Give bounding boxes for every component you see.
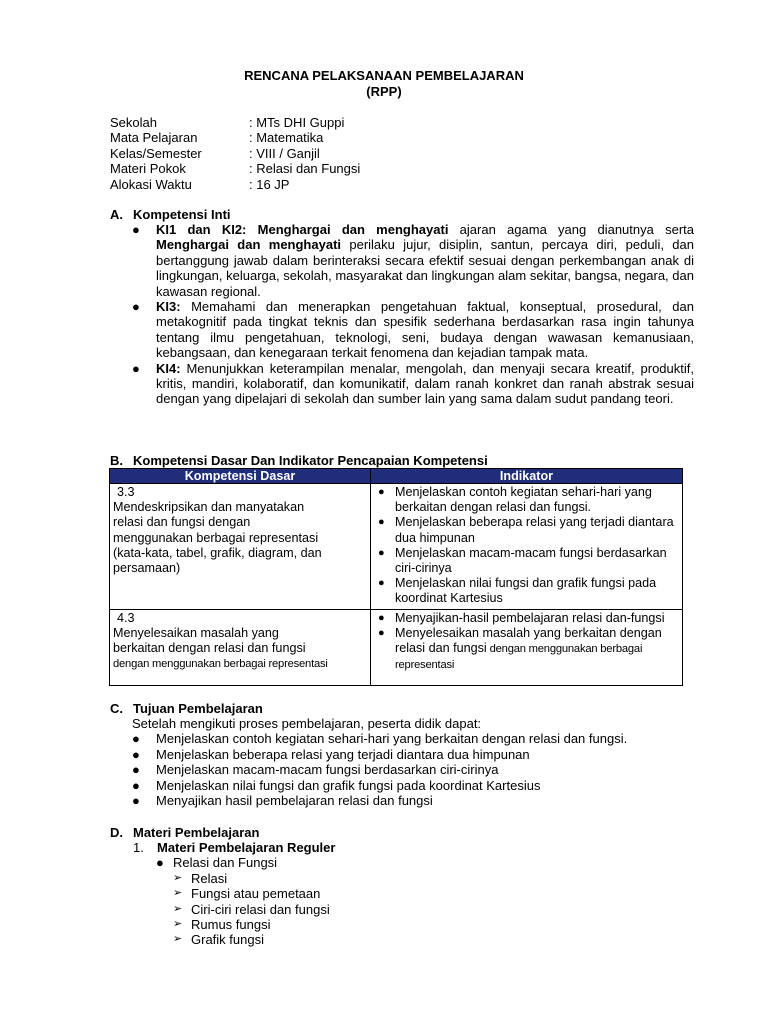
list-item	[133, 932, 335, 947]
indicator-cell	[371, 484, 683, 610]
materi-subtopic: Fungsi atau pemetaan	[191, 886, 321, 902]
materi-numbered-item	[133, 840, 335, 855]
list-item	[374, 576, 679, 606]
list-item	[133, 871, 335, 886]
list-item	[133, 886, 335, 901]
indicator-text: Menyelesaikan masalah yang berkaitan dengan relasi dan fungsi	[395, 625, 662, 656]
list-item	[374, 626, 679, 674]
indicator-list	[374, 611, 679, 674]
indicator-list	[374, 485, 679, 607]
section-letter: C.	[110, 701, 123, 716]
identity-label: Kelas/Semester	[110, 145, 202, 161]
ki-emphasis: Menghargai dan menghayati	[257, 222, 449, 237]
ki-item	[132, 222, 694, 299]
indicator-text: Menjelaskan macam-macam fungsi berdasarkan ciri-cirinya	[395, 545, 667, 576]
bullet-dot-icon: ●	[378, 626, 385, 639]
kd-number: 3.3	[117, 485, 135, 499]
bullet-dot-icon: ●	[132, 222, 140, 237]
identity-label: Sekolah	[110, 115, 157, 130]
table-row	[110, 484, 683, 610]
ki-item	[132, 361, 694, 407]
identity-label: Alokasi Waktu	[110, 176, 192, 192]
tujuan-text: Menyajikan hasil pembelajaran relasi dan fungsi	[156, 793, 433, 809]
indicator-text: Menjelaskan beberapa relasi yang terjadi diantara dua himpunan	[395, 515, 674, 545]
kompetensi-inti-list	[132, 222, 694, 407]
list-item	[133, 855, 335, 870]
materi-subtopic: Grafik fungsi	[191, 932, 264, 948]
bullet-dot-icon: ●	[378, 486, 385, 498]
materi-subtopic: Relasi	[191, 870, 228, 886]
title-line-1: RENCANA PELAKSANAAN PEMBELAJARAN	[244, 68, 524, 83]
materi-block	[133, 840, 335, 948]
indicator-text: Menjelaskan nilai fungsi dan grafik fungsi pada koordinat Kartesius	[395, 576, 657, 606]
indicator-text: Menyajikan-hasil pembelajaran relasi dan-fungsi	[395, 610, 665, 625]
list-item	[132, 793, 712, 808]
bullet-dot-icon: ●	[132, 793, 140, 809]
list-item	[132, 731, 712, 746]
table-row	[110, 609, 683, 685]
list-item	[132, 762, 712, 777]
tujuan-block	[132, 716, 712, 808]
ki-text: ajaran agama yang dianutnya serta	[448, 222, 694, 237]
materi-subtopic: Rumus fungsi	[191, 917, 271, 933]
indicator-text-small: dengan menggunakan berbagai representasi	[395, 643, 643, 672]
list-item	[374, 515, 679, 545]
bullet-dot-icon: ●	[378, 546, 385, 559]
list-item	[374, 485, 679, 515]
section-title: Kompetensi Inti	[133, 207, 231, 222]
ki-label: KI4:	[156, 360, 181, 376]
section-c-heading	[110, 701, 263, 716]
materi-subtopic: Ciri-ciri relasi dan fungsi	[191, 901, 330, 917]
section-letter: A.	[110, 207, 123, 222]
kd-number: 4.3	[117, 610, 135, 625]
indicator-text: Menjelaskan contoh kegiatan sehari-hari yang berkaitan dengan relasi dan fungsi.	[395, 485, 652, 515]
arrow-bullet-icon: ➢	[173, 871, 183, 884]
ki-label: KI3:	[156, 299, 181, 315]
section-d-heading	[110, 825, 259, 840]
bullet-dot-icon: ●	[156, 855, 164, 871]
bullet-dot-icon: ●	[132, 746, 140, 762]
section-title: Materi Pembelajaran	[133, 825, 260, 840]
identity-value: : Matematika	[249, 130, 324, 146]
identity-value: : VIII / Ganjil	[249, 145, 320, 161]
list-item	[133, 902, 335, 917]
tujuan-text: Menjelaskan macam-macam fungsi berdasarkan ciri-cirinya	[156, 762, 499, 778]
ki-item	[132, 299, 694, 361]
list-item	[132, 778, 712, 793]
identity-value: : MTs DHI Guppi	[249, 115, 345, 130]
section-b-heading	[110, 453, 488, 468]
bullet-dot-icon: ●	[378, 577, 385, 590]
indicator-cell	[371, 609, 683, 685]
kd-text-main: Menyelesaikan masalah yang berkaitan dengan relasi dan fungsi	[113, 625, 306, 656]
list-item	[374, 611, 679, 626]
arrow-bullet-icon: ➢	[173, 918, 183, 931]
identity-label: Materi Pokok	[110, 161, 186, 177]
kd-text: Mendeskripsikan dan manyatakan relasi dan fungsi dengan menggunakan berbagai representasi (kata-kata, tabel, grafik, diagram, dan persamaan)	[113, 500, 322, 576]
tujuan-intro: Setelah mengikuti proses pembelajaran, peserta didik dapat:	[132, 716, 482, 731]
tujuan-text: Menjelaskan nilai fungsi dan grafik fungsi pada koordinat Kartesius	[156, 777, 541, 793]
kompetensi-dasar-table	[109, 468, 683, 686]
list-item	[132, 747, 712, 762]
column-header: Kompetensi Dasar	[110, 469, 371, 484]
title-line-2: (RPP)	[366, 84, 402, 99]
ki-text: Memahami dan menerapkan pengetahuan faktual, konseptual, prosedural, dan metakognitif pada tingkat teknis dan spesifik sederhana berdasarkan rasa ingin tahunya tentang ilmu pengetahuan, teknologi, seni, budaya dengan wawasan kemanusiaan, kebangsaan, dan kenegaraan terkait fenomena dan kejadian tampak mata.	[156, 299, 694, 361]
ki-text: perilaku jujur, disiplin, santun, percaya diri, peduli, dan bertanggung jawab dalam berinteraksi secara efektif sesuai dengan perkembangan anak di lingkungan, keluarga, sekolah, masyarakat dan lingkungan alam sekitar, bangsa, negara, dan kawasan regional.	[156, 237, 694, 299]
materi-topic: Relasi dan Fungsi	[173, 855, 278, 871]
materi-subtitle: Materi Pembelajaran Reguler	[157, 840, 336, 855]
ki-label: KI1 dan KI2:	[156, 222, 247, 237]
ki-text: Menunjukkan keterampilan menalar, mengolah, dan menyaji secara kreatif, produktif, kritis, mandiri, kolaboratif, dan komunikatif, dalam ranah konkret dan ranah abstrak sesuai dengan yang dipelajari di sekolah dan sumber lain yang sama dalam sudut pandang teori.	[156, 360, 694, 407]
bullet-dot-icon: ●	[132, 777, 140, 793]
ki-emphasis: Menghargai dan menghayati	[156, 237, 342, 253]
identity-label: Mata Pelajaran	[110, 130, 198, 146]
kd-text-small: dengan menggunakan berbagai representasi	[113, 658, 328, 671]
arrow-bullet-icon: ➢	[173, 933, 183, 946]
arrow-bullet-icon: ➢	[173, 902, 183, 915]
tujuan-text: Menjelaskan beberapa relasi yang terjadi diantara dua himpunan	[156, 746, 530, 762]
section-title: Tujuan Pembelajaran	[133, 701, 263, 716]
identity-value: : Relasi dan Fungsi	[249, 161, 361, 177]
section-title: Kompetensi Dasar Dan Indikator Pencapaian Kompetensi	[133, 453, 488, 468]
list-item	[133, 917, 335, 932]
section-a-heading	[110, 207, 231, 222]
section-letter: B.	[110, 453, 123, 468]
arrow-bullet-icon: ➢	[173, 887, 183, 900]
kd-text	[113, 626, 328, 673]
list-item	[374, 546, 679, 576]
materi-number: 1.	[133, 840, 144, 855]
document-title	[0, 68, 768, 100]
bullet-dot-icon: ●	[132, 360, 140, 376]
identity-value: : 16 JP	[249, 176, 290, 192]
bullet-dot-icon: ●	[378, 611, 385, 624]
section-letter: D.	[110, 825, 123, 840]
tujuan-text: Menjelaskan contoh kegiatan sehari-hari yang berkaitan dengan relasi dan fungsi.	[156, 731, 628, 747]
column-header: Indikator	[371, 469, 683, 484]
bullet-dot-icon: ●	[132, 762, 140, 778]
bullet-dot-icon: ●	[132, 731, 140, 747]
bullet-dot-icon: ●	[132, 299, 140, 315]
kd-cell	[110, 609, 371, 685]
table-header-row	[110, 469, 683, 484]
kd-cell	[110, 484, 371, 610]
bullet-dot-icon: ●	[378, 516, 385, 529]
